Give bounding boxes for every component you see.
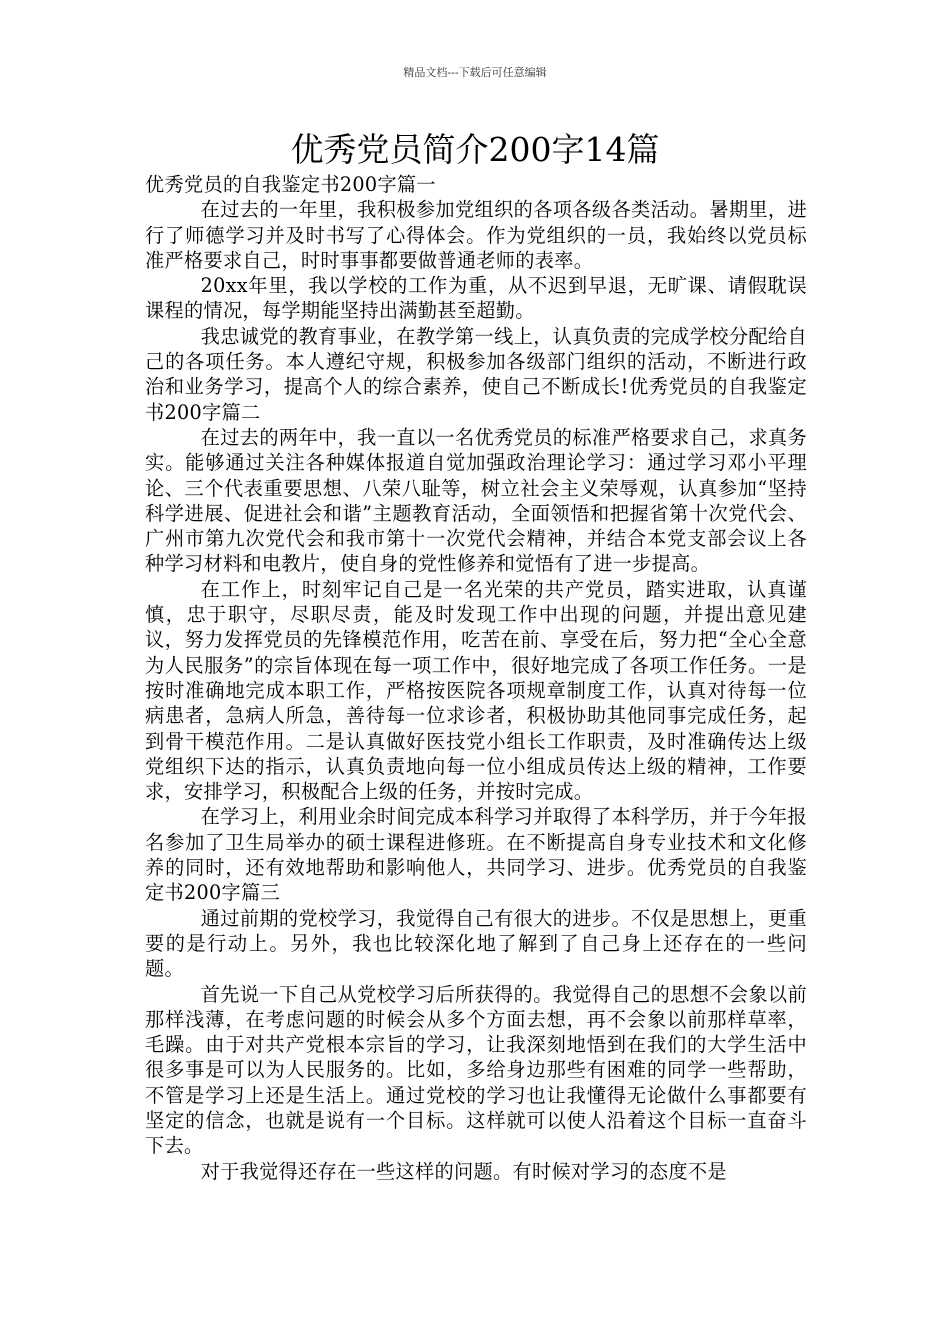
paragraph: 优秀党员的自我鉴定书200字篇一 [145,173,436,196]
document-title: 优秀党员简介200字14篇 [290,130,660,169]
paragraph: 通过前期的党校学习，我觉得自己有很大的进步。不仅是思想上，更重要的是行动上。另外，我也比较深化地了解到了自己身上还存在的一些问题。 [145,906,807,981]
paragraph: 对于我觉得还存在一些这样的问题。有时候对学习的态度不是 [200,1159,727,1183]
document-body [145,172,807,1184]
page-header-note: 精品文档---下载后可任意编辑 [403,66,547,79]
paragraph: 在学习上，利用业余时间完成本科学习并取得了本科学历，并于今年报名参加了卫生局举办的硕士课程进修班。在不断提高自身专业技术和文化修养的同时，还有效地帮助和影响他人，共同学习、进步。优秀党员的自我鉴定书200字篇三 [145,805,807,905]
paragraph: 在过去的两年中，我一直以一名优秀党员的标准严格要求自己，求真务实。能够通过关注各种媒体报道自觉加强政治理论学习：通过学习邓小平理论、三个代表重要思想、八荣八耻等，树立社会主义荣辱观，认真参加“坚持科学进展、促进社会和谐”主题教育活动，全面领悟和把握省第十次党代会、广州市第九次党代会和我市第十一次党代会精神，并结合本党支部会议上各种学习材料和电教片，使自身的党性修养和觉悟有了进一步提高。 [145,425,807,576]
paragraph: 首先说一下自己从党校学习后所获得的。我觉得自己的思想不会象以前那样浅薄，在考虑问题的时候会从多个方面去想，再不会象以前那样草率，毛躁。由于对共产党根本宗旨的学习，让我深刻地悟到在我们的大学生活中很多事是可以为人民服务的。比如，多给身边那些有困难的同学一些帮助，不管是学习上还是生活上。通过党校的学习也让我懂得无论做什么事都要有坚定的信念，也就是说有一个目标。这样就可以使人沿着这个目标一直奋斗下去。 [145,982,807,1158]
paragraph: 在工作上，时刻牢记自己是一名光荣的共产党员，踏实进取，认真谨慎，忠于职守，尽职尽责，能及时发现工作中出现的问题，并提出意见建议，努力发挥党员的先锋模范作用，吃苦在前、享受在后，努力把“全心全意为人民服务”的宗旨体现在每一项工作中，很好地完成了各项工作任务。一是按时准确地完成本职工作，严格按医院各项规章制度工作，认真对待每一位病患者，急病人所急，善待每一位求诊者，积极协助其他同事完成任务，起到骨干模范作用。二是认真做好医技党小组长工作职责，及时准确传达上级党组织下达的指示，认真负责地向每一位小组成员传达上级的精神，工作要求，安排学习，积极配合上级的任务，并按时完成。 [145,577,807,804]
paragraph: 我忠诚党的教育事业，在教学第一线上，认真负责的完成学校分配给自己的各项任务。本人遵纪守规，积极参加各级部门组织的活动，不断进行政治和业务学习，提高个人的综合素养，使自己不断成长!优秀党员的自我鉴定书200字篇二 [145,324,807,424]
paragraph: 在过去的一年里，我积极参加党组织的各项各级各类活动。暑期里，进行了师德学习并及时书写了心得体会。作为党组织的一员，我始终以党员标准严格要求自己，时时事事都要做普通老师的表率。 [145,198,807,272]
paragraph: 20xx年里，我以学校的工作为重，从不迟到早退，无旷课、请假耽误课程的情况，每学期能坚持出满勤甚至超勤。 [145,274,807,323]
